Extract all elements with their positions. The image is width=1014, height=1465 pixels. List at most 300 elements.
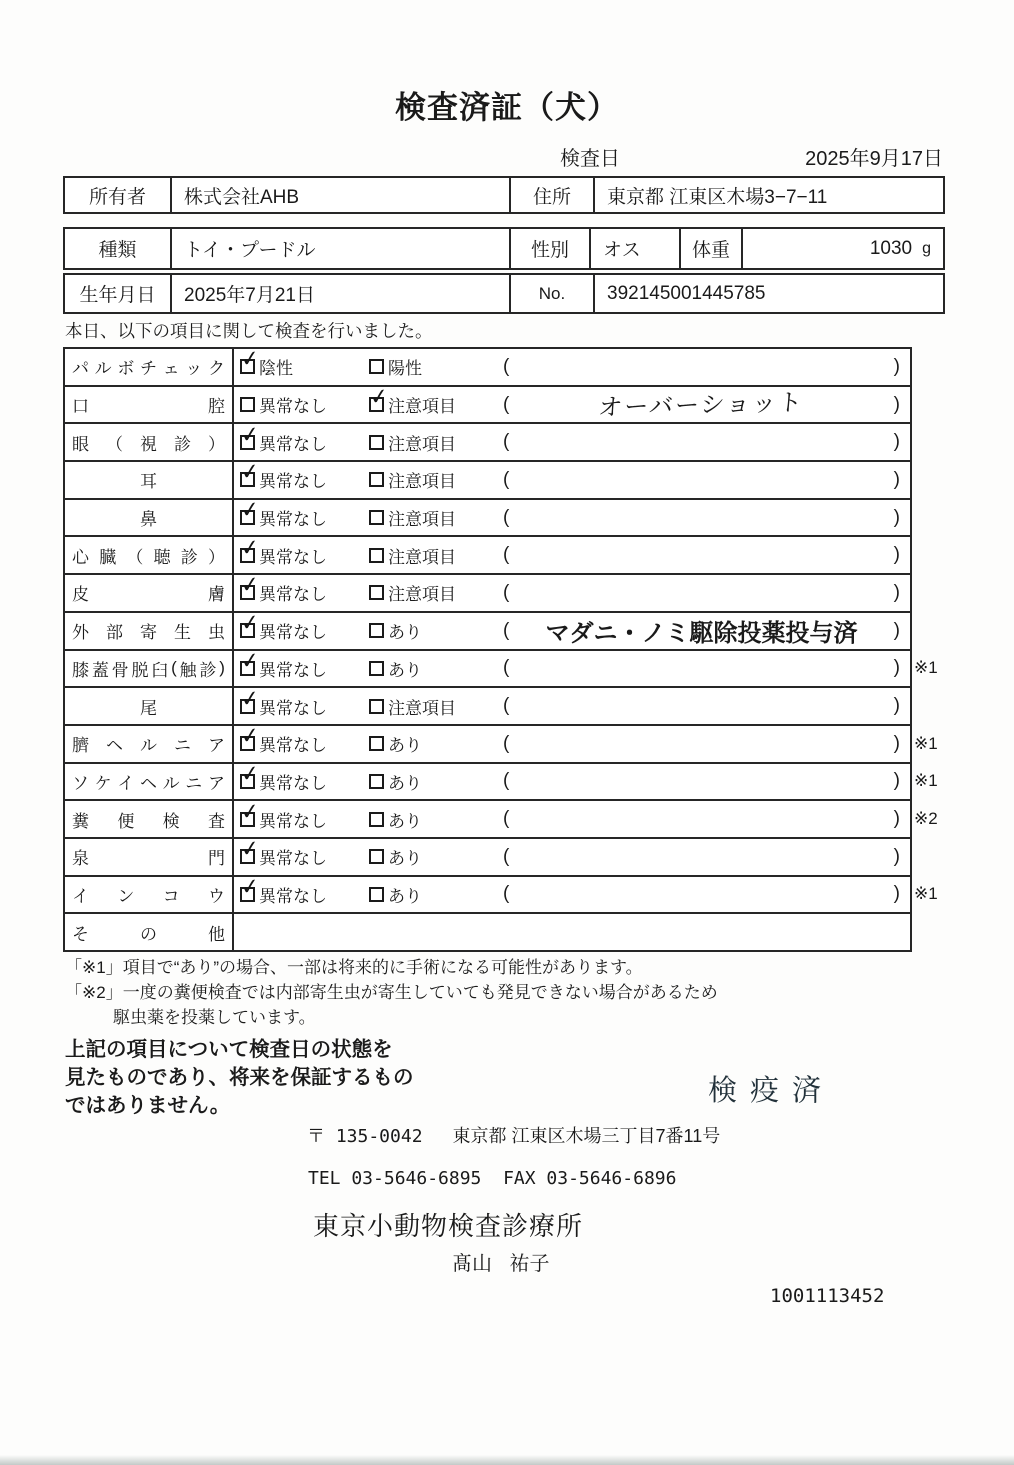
exam-item-result	[234, 874, 910, 913]
open-paren: (	[503, 808, 510, 830]
label-char: ク	[207, 359, 225, 379]
result-option-2	[369, 769, 503, 794]
table-row	[65, 573, 910, 611]
label-char: 眼	[72, 434, 89, 454]
label-char: 尾	[140, 698, 157, 718]
label-char: 検	[162, 811, 180, 831]
open-paren: (	[503, 883, 510, 905]
exam-item-result	[234, 610, 910, 649]
exam-item-result	[234, 723, 910, 762]
checkbox-icon	[239, 798, 261, 827]
birthdate-value: 2025年7月21日	[170, 275, 509, 312]
exam-item-result	[234, 534, 910, 573]
footnotes	[65, 955, 718, 1030]
check-mark-icon: ✓	[239, 836, 261, 864]
result-option-2	[369, 618, 503, 643]
label-char: ェ	[162, 359, 180, 379]
result-option-2	[369, 430, 503, 455]
label-char: 心	[72, 547, 89, 567]
label-char: 外	[72, 623, 89, 643]
result-option-1	[234, 392, 369, 417]
checkbox-icon	[369, 623, 384, 638]
breed-value: トイ・プードル	[170, 229, 509, 268]
exam-item-result	[234, 459, 910, 498]
owner-value: 株式会社AHB	[170, 178, 509, 212]
checkbox-icon	[239, 459, 261, 487]
note-area	[503, 883, 910, 905]
footnote-ref-mark: ※1	[914, 884, 938, 904]
result-option-1-label: 異常なし	[259, 849, 327, 869]
result-option-1	[234, 421, 369, 455]
close-paren: )	[893, 770, 900, 792]
result-option-2	[369, 580, 503, 605]
checkbox-icon	[369, 661, 384, 676]
note-area	[503, 770, 910, 792]
result-option-2-label: 陽性	[388, 359, 422, 379]
result-option-2-label: あり	[388, 773, 422, 793]
check-mark-icon: ✓	[239, 610, 261, 638]
label-char: 部	[106, 623, 123, 643]
result-option-1	[234, 534, 369, 568]
checkbox-icon	[239, 610, 261, 638]
checkbox-icon	[369, 472, 384, 487]
table-row	[65, 686, 910, 724]
label-char: 虫	[208, 623, 225, 643]
exam-item-label	[65, 801, 234, 837]
exam-item-result	[234, 497, 910, 536]
open-paren: (	[503, 619, 510, 641]
label-char: 鼻	[140, 510, 157, 530]
check-mark-icon: ✓	[239, 421, 261, 449]
close-paren: )	[893, 581, 900, 603]
result-option-1	[234, 497, 369, 530]
open-paren: (	[503, 431, 510, 453]
result-option-2	[369, 505, 503, 530]
birthdate-number-row	[63, 273, 945, 314]
result-option-2	[369, 731, 503, 756]
exam-item-label	[65, 726, 234, 762]
result-option-2-label: あり	[388, 886, 422, 906]
result-option-1-label: 異常なし	[259, 585, 327, 605]
label-char: ニ	[185, 773, 203, 793]
label-char: ア	[208, 736, 225, 756]
label-char: 耳	[140, 472, 157, 492]
disclaimer-line3: ではありません。	[65, 1094, 231, 1117]
exam-item-label	[65, 462, 234, 498]
table-row	[65, 761, 938, 800]
weight-value: 1030	[869, 237, 913, 259]
checkbox-icon	[239, 647, 261, 676]
label-char: 脱	[131, 660, 149, 680]
postal-code: 〒 135-0042	[307, 1126, 423, 1147]
check-mark-icon: ✓	[239, 572, 261, 600]
check-mark-icon: ✓	[239, 685, 261, 713]
result-option-2-label: 注意項目	[388, 585, 456, 605]
table-row	[65, 460, 910, 498]
result-option-1-label: 陰性	[259, 359, 293, 379]
label-char: ケ	[94, 773, 112, 793]
note-area	[503, 431, 910, 453]
result-option-2-label: あり	[388, 736, 422, 756]
result-option-1	[234, 346, 369, 379]
result-option-2	[369, 354, 503, 379]
exam-item-result	[234, 798, 910, 837]
open-paren: (	[503, 581, 510, 603]
result-option-1	[234, 572, 369, 605]
note-area	[503, 613, 910, 648]
checkbox-icon	[369, 699, 384, 714]
close-paren: )	[893, 808, 900, 830]
checkbox-icon	[368, 384, 390, 412]
checkbox-icon	[239, 874, 261, 902]
result-option-2	[369, 882, 503, 907]
label-char: 門	[208, 849, 225, 869]
exam-item-result	[234, 836, 910, 875]
open-paren: (	[503, 544, 510, 566]
label-char: （	[106, 434, 123, 454]
scan-edge-artifact	[0, 1455, 1014, 1465]
note-area	[503, 387, 910, 422]
footnote-2-line2: 駆虫薬を投薬しています。	[113, 1008, 316, 1027]
label-char: 腔	[208, 397, 225, 417]
checkbox-icon	[369, 887, 384, 902]
result-option-2-label: あり	[388, 623, 422, 643]
exam-item-label	[65, 500, 234, 536]
footnote-ref-mark: ※1	[914, 733, 938, 753]
result-option-1-label: 異常なし	[259, 397, 327, 417]
result-option-2	[369, 694, 503, 719]
result-option-2	[368, 384, 503, 417]
result-option-1	[234, 836, 369, 869]
sex-label: 性別	[509, 229, 589, 268]
label-char: 骨	[111, 660, 129, 680]
result-option-1	[234, 647, 369, 681]
exam-item-result	[234, 761, 910, 800]
label-char: 便	[117, 811, 135, 831]
open-paren: (	[503, 506, 510, 528]
footnote-ref-mark: ※1	[914, 658, 938, 678]
checkbox-icon	[369, 435, 384, 450]
result-option-2-label: 注意項目	[388, 434, 456, 454]
check-mark-icon: ✓	[239, 761, 261, 788]
table-row	[65, 912, 910, 950]
checkbox-icon	[240, 397, 255, 412]
result-option-1	[234, 874, 369, 907]
result-option-2	[369, 543, 503, 568]
weight-unit: g	[922, 239, 931, 257]
table-row	[65, 611, 910, 649]
close-paren: )	[893, 619, 900, 641]
label-char: 査	[207, 811, 225, 831]
label-char: 生	[174, 623, 191, 643]
open-paren: (	[503, 695, 510, 717]
checkbox-icon	[239, 421, 261, 450]
label-char: ボ	[117, 359, 135, 379]
result-option-2-label: 注意項目	[388, 698, 456, 718]
check-mark-icon: ✓	[239, 874, 261, 901]
result-option-2	[369, 467, 503, 492]
result-option-1	[234, 685, 369, 719]
veterinarian-name: 髙山 祐子	[452, 1253, 550, 1275]
table-row	[65, 535, 910, 573]
result-option-1-label: 異常なし	[259, 623, 327, 643]
label-char: ）	[208, 434, 225, 454]
checkbox-icon	[369, 359, 384, 374]
intro-text: 本日、以下の項目に関して検査を行いました。	[65, 321, 433, 341]
exam-item-label	[65, 349, 234, 385]
result-option-1-label: 異常なし	[259, 698, 327, 718]
note-area	[503, 507, 910, 529]
table-row	[65, 837, 910, 875]
label-char: （	[126, 547, 144, 567]
open-paren: (	[503, 770, 510, 792]
result-option-2	[369, 656, 503, 681]
label-char: 寄	[140, 623, 157, 643]
label-char: ヘ	[139, 773, 157, 793]
exam-item-label	[65, 537, 234, 573]
address-value: 東京都 江東区木場3−7−11	[593, 178, 943, 212]
close-paren: )	[893, 883, 900, 905]
close-paren: )	[893, 393, 900, 415]
birthdate-label: 生年月日	[79, 285, 156, 306]
table-row	[65, 723, 938, 762]
label-char: 蓋	[91, 660, 109, 680]
result-option-1-label: 異常なし	[259, 660, 327, 680]
result-option-1	[234, 761, 369, 794]
table-row	[65, 498, 910, 536]
label-char: 聴	[153, 547, 171, 567]
exam-item-result	[234, 914, 910, 950]
label-char: の	[140, 924, 157, 944]
checkbox-icon	[369, 510, 384, 525]
note-area	[503, 846, 910, 868]
note-area	[503, 582, 910, 604]
footnote-2-line1: 「※2」一度の糞便検査では内部寄生虫が寄生していても発見できない場合があるため	[65, 983, 718, 1002]
note-area	[503, 356, 910, 378]
close-paren: )	[893, 732, 900, 754]
label-char: 膝	[72, 660, 89, 680]
owner-label: 所有者	[88, 186, 146, 208]
checkbox-icon	[239, 572, 261, 600]
result-option-2-label: 注意項目	[388, 397, 456, 417]
check-mark-icon: ✓	[239, 798, 261, 826]
result-option-2-label: 注意項目	[388, 510, 456, 530]
label-char: そ	[72, 924, 89, 944]
checkbox-icon	[369, 548, 384, 563]
checkbox-icon	[369, 849, 384, 864]
check-mark-icon: ✓	[239, 723, 261, 751]
exam-item-label	[65, 839, 234, 875]
exam-item-label	[65, 764, 234, 800]
note-area	[503, 469, 910, 491]
clinic-tel-fax: TEL 03-5646-6895 FAX 03-5646-6896	[308, 1168, 677, 1189]
result-option-1-label: 異常なし	[259, 886, 327, 906]
table-row	[65, 647, 938, 687]
exam-item-label	[65, 688, 234, 724]
open-paren: (	[503, 355, 510, 377]
table-row	[65, 385, 910, 423]
close-paren: )	[893, 845, 900, 867]
note-area	[503, 733, 910, 755]
close-paren: )	[893, 468, 900, 490]
note-area	[503, 808, 910, 830]
label-char: 触	[179, 660, 197, 680]
exam-item-result	[234, 346, 910, 385]
label-char: 診	[199, 660, 217, 680]
weight-label: 体重	[679, 229, 741, 268]
breed-sex-weight-row	[63, 227, 945, 270]
checkbox-icon	[239, 761, 261, 789]
checkbox-icon	[239, 497, 261, 525]
disclaimer-line2: 見たものであり、将来を保証するもの	[65, 1066, 414, 1089]
label-char: 診	[174, 434, 191, 454]
exam-item-label	[65, 575, 234, 611]
table-row	[65, 422, 910, 460]
page-title: 検査済証（犬）	[395, 90, 619, 125]
open-paren: (	[503, 468, 510, 490]
checkbox-icon	[369, 812, 384, 827]
checkbox-icon	[239, 723, 261, 751]
exam-item-result	[234, 384, 910, 423]
checkbox-icon	[239, 534, 261, 563]
checkbox-icon	[239, 836, 261, 864]
check-mark-icon: ✓	[239, 534, 261, 562]
label-char: ル	[162, 773, 180, 793]
exam-item-label	[65, 651, 234, 687]
label-char: (	[171, 658, 177, 678]
check-mark-icon: ✓	[239, 647, 261, 675]
table-row	[65, 874, 938, 913]
label-char: 臍	[72, 736, 89, 756]
owner-row	[63, 176, 945, 214]
label-char: ア	[207, 773, 225, 793]
label-char: 泉	[72, 849, 89, 869]
label-char: ン	[117, 886, 135, 906]
check-mark-icon: ✓	[239, 346, 261, 374]
result-option-1-label: 異常なし	[259, 547, 327, 567]
check-mark-icon: ✓	[239, 459, 261, 487]
label-char: ヘ	[106, 736, 123, 756]
label-char: ウ	[207, 886, 225, 906]
exam-item-label	[65, 914, 234, 950]
table-row	[65, 798, 938, 837]
result-option-2-label: あり	[388, 811, 422, 831]
label-char: ッ	[185, 359, 203, 379]
footnote-ref-mark: ※2	[914, 809, 938, 829]
footnote-1: 「※1」項目で“あり”の場合、一部は将来的に手術になる可能性があります。	[65, 958, 643, 977]
label-char: イ	[117, 773, 135, 793]
note-area	[503, 695, 910, 717]
clinic-name: 東京小動物検査診療所	[313, 1211, 584, 1241]
result-option-1-label: 異常なし	[259, 811, 327, 831]
check-mark-icon: ✓	[368, 384, 390, 411]
label-char: 臼	[151, 660, 169, 680]
clinic-postal-address	[307, 1122, 720, 1148]
result-option-1-label: 異常なし	[259, 510, 327, 530]
inspection-date-value: 2025年9月17日	[805, 148, 943, 170]
label-char: 口	[72, 397, 89, 417]
close-paren: )	[893, 695, 900, 717]
note-text: オーバーショット	[597, 389, 806, 422]
exam-item-label	[65, 387, 234, 423]
weight-value-cell	[741, 229, 943, 268]
open-paren: (	[503, 657, 510, 679]
open-paren: (	[503, 732, 510, 754]
close-paren: )	[893, 506, 900, 528]
checkbox-icon	[369, 585, 384, 600]
open-paren: (	[503, 393, 510, 415]
disclaimer	[65, 1036, 414, 1120]
note-text: マダニ・ノミ駆除投薬投与済	[545, 620, 858, 648]
label-char: ソ	[72, 773, 89, 793]
disclaimer-line1: 上記の項目について検査日の状態を	[65, 1038, 393, 1061]
result-option-1	[234, 723, 369, 756]
clinic-address: 東京都 江東区木場三丁目7番11号	[452, 1126, 721, 1146]
label-char: ル	[94, 359, 112, 379]
exam-table	[63, 346, 938, 952]
label-char: パ	[72, 359, 89, 379]
check-mark-icon: ✓	[239, 497, 261, 524]
exam-item-label	[65, 877, 234, 913]
exam-item-label	[65, 424, 234, 460]
inspection-date-row	[63, 142, 945, 168]
label-char: チ	[139, 359, 157, 379]
label-char: 診	[180, 547, 198, 567]
label-char: ニ	[174, 736, 191, 756]
note-area	[503, 544, 910, 566]
microchip-no-label: No.	[509, 275, 593, 312]
result-option-2-label: あり	[388, 660, 422, 680]
breed-label: 種類	[98, 240, 137, 261]
label-char: )	[219, 658, 225, 678]
microchip-no-value: 392145001445785	[593, 275, 943, 312]
checkbox-icon	[369, 736, 384, 751]
label-char: 臓	[99, 547, 117, 567]
result-option-1	[234, 610, 369, 643]
result-option-2-label: 注意項目	[388, 472, 456, 492]
label-char: 糞	[72, 811, 89, 831]
checkbox-icon	[239, 346, 261, 374]
result-option-2-label: 注意項目	[388, 547, 456, 567]
label-char: ）	[207, 547, 225, 567]
exam-item-result	[234, 572, 910, 611]
label-char: 他	[208, 924, 225, 944]
result-option-1-label: 異常なし	[259, 434, 327, 454]
footnote-ref-mark: ※1	[914, 771, 938, 791]
result-option-1	[234, 459, 369, 492]
checkbox-icon	[369, 774, 384, 789]
result-option-2	[369, 807, 503, 832]
exam-item-result	[234, 647, 910, 687]
result-option-2-label: あり	[388, 849, 422, 869]
close-paren: )	[893, 544, 900, 566]
exam-item-result	[234, 421, 910, 460]
document-code: 1001113452	[770, 1285, 885, 1307]
result-option-1	[234, 798, 369, 832]
result-option-2	[369, 844, 503, 869]
checkbox-icon	[239, 685, 261, 714]
result-option-1-label: 異常なし	[259, 773, 327, 793]
table-row	[65, 346, 910, 385]
label-char: コ	[162, 886, 180, 906]
result-option-1-label: 異常なし	[259, 472, 327, 492]
label-char: 皮	[72, 585, 89, 605]
address-label: 住所	[509, 178, 593, 212]
exam-item-label	[65, 613, 234, 649]
close-paren: )	[893, 657, 900, 679]
quarantine-passed-stamp: 検疫済	[708, 1075, 835, 1107]
label-char: 膚	[208, 585, 225, 605]
